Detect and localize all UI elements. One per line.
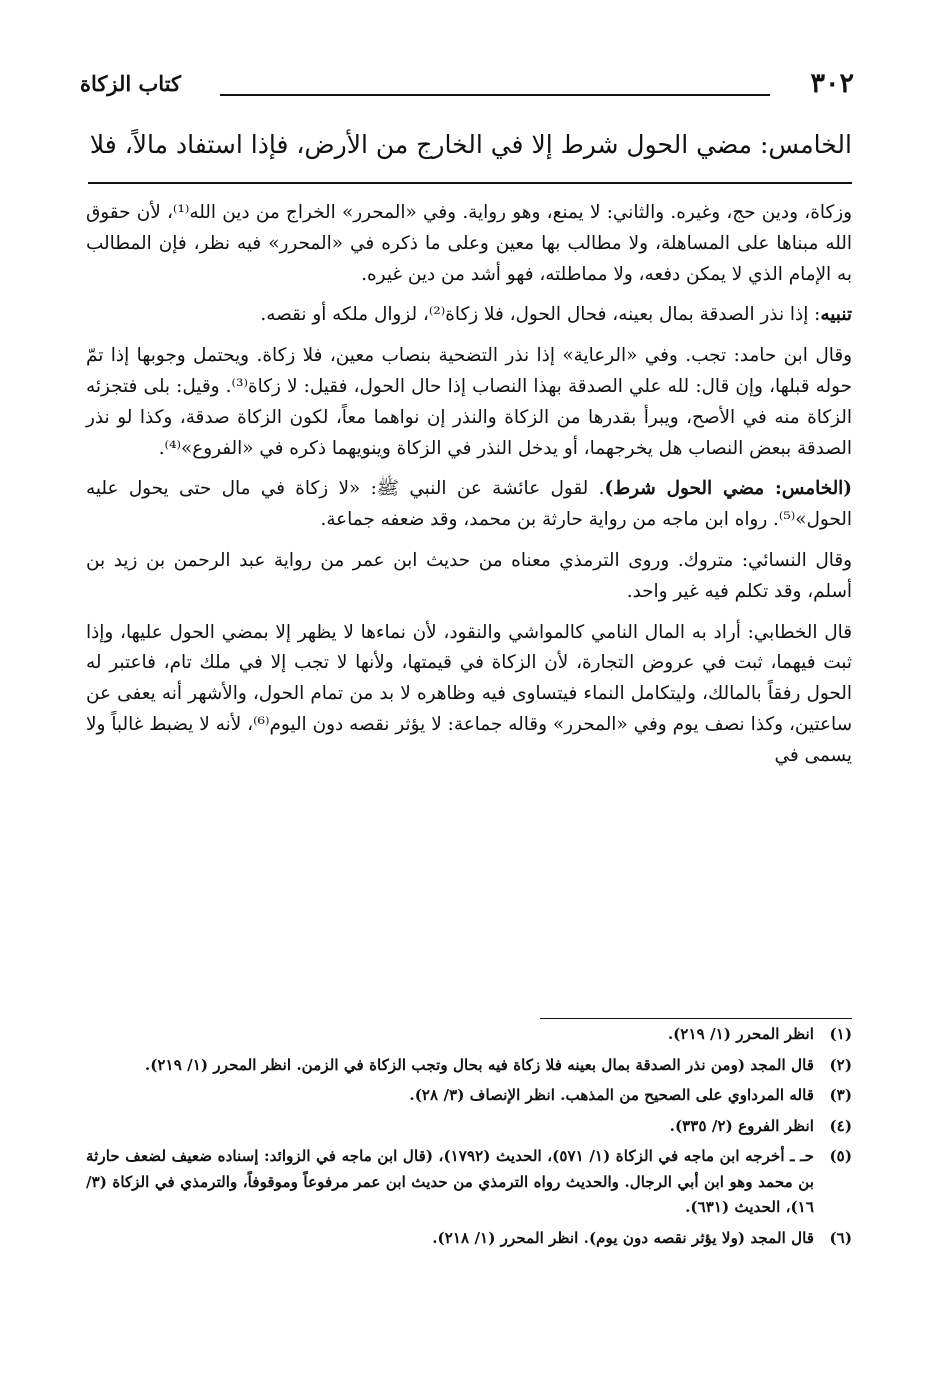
footnote-divider [540, 1018, 852, 1019]
paragraph-text: قال الخطابي: أراد به المال النامي كالمواشي والنقود، لأن نماءها لا يظهر إلا بمضي الحول عليها، وإذا ثبت فيهما، ثبت في عروض التجارة، لأن الزكاة في قيمتها، ولأنها لا تجب إلا في ملك تام، فاعتبر له الحول رفقاً بالمالك، وليتكامل النماء فيتساوى فيه وظاهره لا بد من تمام الحول، والأشهر أنه يعفى عن ساعتين، وكذا نصف يوم وفي «المحرر» وقاله جماعة: لا يؤثر نقصه دون اليوم⁽⁶⁾، لأنه لا يضبط غالباً ولا يسمى في [86, 621, 852, 766]
footnote-text: انظر المحرر (١/ ٢١٩). [667, 1025, 814, 1043]
footnote [86, 1144, 852, 1221]
header-rule [220, 94, 770, 96]
footnote [86, 1114, 852, 1140]
footnote-number: (١) [829, 1025, 852, 1043]
paragraph-text: وقال ابن حامد: تجب. وفي «الرعاية» إذا نذر التضحية بنصاب معين، فلا زكاة. ويحتمل وجوبها إذا تمّ حوله قبلها، وإن قال: لله علي الصدقة بهذا النصاب إذا حال الحول، فقيل: لا زكاة⁽³⁾. وقيل: بلى فتجزئه الزكاة منه في الأصح، ويبرأ بقدرها من الزكاة والنذر إن نواهما معاً، لكون الزكاة صدقة، وكذا لو نذر الصدقة ببعض النصاب هل يخرجهما، أو يدخل النذر في الزكاة وينويهما ذكره في «الفروع»⁽⁴⁾. [86, 345, 853, 459]
page-number: ٣٠٢ [810, 68, 854, 99]
footnote-text: قال المجد (ولا يؤثر نقصه دون يوم). انظر المحرر (١/ ٢١٨). [432, 1228, 814, 1247]
paragraph-text: وقال النسائي: متروك. وروى الترمذي معناه من حديث ابن عمر من رواية عبد الرحمن بن زيد بن أسلم، وقد تكلم فيه غير واحد. [86, 549, 852, 602]
page-header [80, 68, 854, 102]
footnote-text: قاله المرداوي على الصحيح من المذهب. انظر الإنصاف (٣/ ٢٨). [409, 1086, 814, 1104]
footnote-number: (٤) [829, 1116, 852, 1135]
footnotes [86, 1022, 852, 1256]
paragraph [86, 618, 852, 772]
footnote [86, 1022, 852, 1048]
footnote-number: (٣) [829, 1086, 852, 1104]
footnote-number: (٢) [829, 1055, 852, 1074]
matn-text: الخامس: مضي الحول شرط إلا في الخارج من الأرض، فإذا استفاد مالاً، فلا [89, 130, 852, 159]
paragraph-lead: تنبيه [820, 304, 852, 326]
paragraph-text: وزكاة، ودين حج، وغيره. والثاني: لا يمنع، وهو رواية. وفي «المحرر» الخراج من دين الله⁽¹⁾، لأن حقوق الله مبناها على المساهلة، ولا مطالب بها معين وعلى ما ذكره في «المحرر» فيه نظر، فإن المطالب به الإمام الذي لا يمكن دفعه، ولا مماطلته، فهو أشد من دين غيره. [86, 202, 852, 285]
footnote-number: (٥) [829, 1147, 852, 1165]
paragraph [86, 198, 852, 290]
commentary-body [86, 198, 852, 782]
paragraph-lead: (الخامس: مضي الحول شرط) [604, 478, 852, 500]
footnote [86, 1083, 852, 1109]
footnote [86, 1053, 852, 1079]
footnote-text: قال المجد (ومن نذر الصدقة بمال بعينه فلا زكاة فيه بحال وتجب الزكاة في الزمن. انظر المحرر (١/ ٢١٩). [144, 1055, 814, 1074]
paragraph [86, 300, 852, 331]
matn-divider [88, 182, 852, 184]
paragraph-text: : إذا نذر الصدقة بمال بعينه، فحال الحول، فلا زكاة⁽²⁾، لزوال ملكه أو نقصه. [260, 304, 821, 326]
footnote-text: انظر الفروع (٢/ ٣٣٥). [669, 1116, 814, 1135]
footnote-number: (٦) [829, 1228, 852, 1247]
paragraph [86, 341, 852, 464]
footnote-text: حـ ـ أخرجه ابن ماجه في الزكاة (١/ ٥٧١)، الحديث (١٧٩٢)، (قال ابن ماجه في الزوائد: إسناده ضعيف لضعف حارثة بن محمد وهو ابن أبي الرجال. والحديث رواه الترمذي من حديث ابن عمر مرفوعاً وموقوفاً، والترمذي في الزكاة (٣/ ١٦)، الحديث (٦٣١). [86, 1147, 814, 1216]
paragraph-text: . لقول عائشة عن النبي ﷺ: «لا زكاة في مال حتى يحول عليه الحول»⁽⁵⁾. رواه ابن ماجه من رواية حارثة بن محمد، وقد ضعفه جماعة. [86, 478, 852, 531]
footnote [86, 1226, 852, 1252]
paragraph [86, 546, 852, 608]
running-title: كتاب الزكاة [80, 71, 182, 96]
paragraph [86, 474, 852, 536]
